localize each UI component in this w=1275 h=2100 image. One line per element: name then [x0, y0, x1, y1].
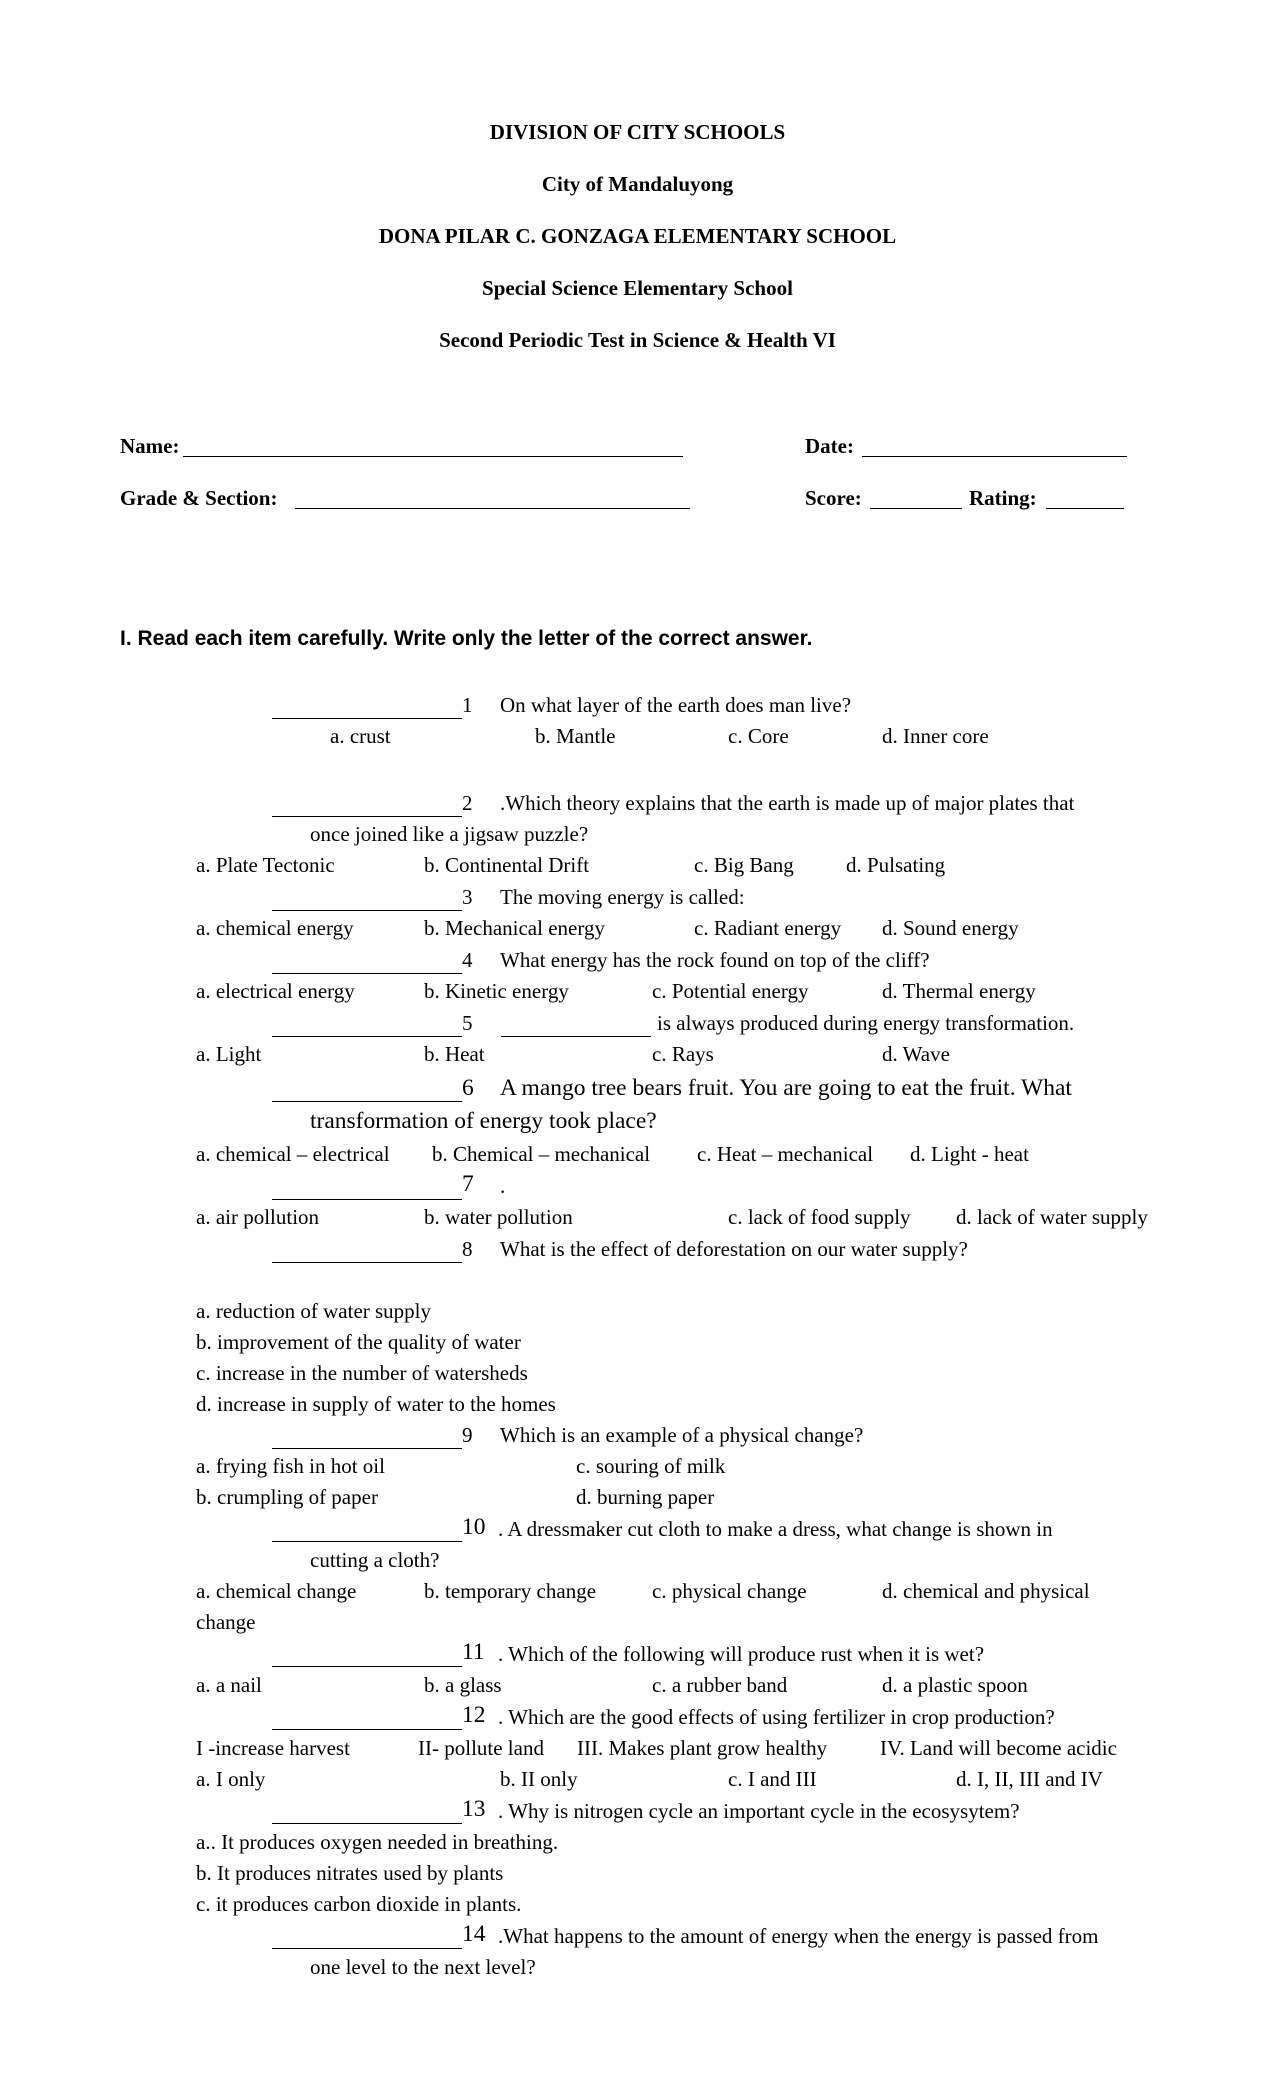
- name-label: Name:: [120, 434, 180, 458]
- choice-12a: a. I only: [196, 1767, 266, 1791]
- choice-8a: a. reduction of water supply: [196, 1299, 432, 1323]
- question-number-6: 6: [462, 1075, 474, 1101]
- answer-blank-13[interactable]: [272, 1823, 462, 1824]
- choice-9b: b. crumpling of paper: [196, 1485, 378, 1509]
- choice-4c: c. Potential energy: [652, 979, 809, 1003]
- school-type-heading: Special Science Elementary School: [482, 276, 793, 300]
- question-text-10-cont: cutting a cloth?: [310, 1548, 440, 1572]
- answer-blank-11[interactable]: [272, 1666, 462, 1667]
- choice-9a: a. frying fish in hot oil: [196, 1454, 385, 1478]
- choice-3c: c. Radiant energy: [694, 916, 842, 940]
- question-text-3: The moving energy is called:: [500, 885, 745, 909]
- choice-7d: d. lack of water supply: [956, 1205, 1148, 1229]
- question-number-3: 3: [462, 885, 473, 909]
- division-heading: DIVISION OF CITY SCHOOLS: [489, 120, 786, 144]
- choice-10d-cont: change: [196, 1610, 256, 1634]
- statement-12-iii: III. Makes plant grow healthy: [577, 1736, 828, 1760]
- question-number-2: 2: [462, 791, 473, 815]
- choice-8b: b. improvement of the quality of water: [196, 1330, 521, 1354]
- choice-4d: d. Thermal energy: [882, 979, 1036, 1003]
- question-text-8: What is the effect of deforestation on our water supply?: [500, 1237, 968, 1261]
- choice-1a: a. crust: [330, 724, 391, 748]
- question-number-4: 4: [462, 948, 473, 972]
- question-text-10: . A dressmaker cut cloth to make a dress, what change is shown in: [498, 1517, 1053, 1541]
- choice-1b: b. Mantle: [535, 724, 616, 748]
- question-number-11: 11: [462, 1639, 485, 1665]
- test-title: Second Periodic Test in Science & Health VI: [439, 328, 836, 352]
- choice-1d: d. Inner core: [882, 724, 989, 748]
- statement-12-iv: IV. Land will become acidic: [880, 1736, 1117, 1760]
- choice-11b: b. a glass: [424, 1673, 502, 1697]
- answer-blank-7[interactable]: [272, 1199, 462, 1200]
- question-number-8: 8: [462, 1237, 473, 1261]
- question-number-1: 1: [462, 693, 473, 717]
- answer-blank-6[interactable]: [272, 1101, 462, 1102]
- score-field[interactable]: [870, 508, 962, 509]
- question-text-4: What energy has the rock found on top of the cliff?: [500, 948, 930, 972]
- choice-5c: c. Rays: [652, 1042, 714, 1066]
- instructions: I. Read each item carefully. Write only the letter of the correct answer.: [120, 627, 813, 650]
- city-heading: City of Mandaluyong: [541, 172, 734, 196]
- answer-blank-12[interactable]: [272, 1729, 462, 1730]
- question-text-14-cont: one level to the next level?: [310, 1955, 536, 1979]
- question-text-6: A mango tree bears fruit. You are going to eat the fruit. What: [500, 1075, 1072, 1101]
- question-text-14: .What happens to the amount of energy when the energy is passed from: [498, 1924, 1099, 1948]
- score-label: Score:: [805, 486, 862, 510]
- choice-13c: c. it produces carbon dioxide in plants.: [196, 1892, 522, 1916]
- question-number-14: 14: [462, 1921, 486, 1947]
- grade-section-label: Grade & Section:: [120, 486, 278, 510]
- choice-4b: b. Kinetic energy: [424, 979, 569, 1003]
- choice-3d: d. Sound energy: [882, 916, 1019, 940]
- statement-12-ii: II- pollute land: [418, 1736, 544, 1760]
- rating-field[interactable]: [1046, 508, 1124, 509]
- choice-2a: a. Plate Tectonic: [196, 853, 335, 877]
- choice-13a: a.. It produces oxygen needed in breathing.: [196, 1830, 559, 1854]
- choice-6d: d. Light - heat: [910, 1142, 1029, 1166]
- choice-6a: a. chemical – electrical: [196, 1142, 390, 1166]
- choice-10a: a. chemical change: [196, 1579, 357, 1603]
- question-text-9: Which is an example of a physical change?: [500, 1423, 864, 1447]
- choice-2b: b. Continental Drift: [424, 853, 590, 877]
- choice-8c: c. increase in the number of watersheds: [196, 1361, 528, 1385]
- choice-7a: a. air pollution: [196, 1205, 320, 1229]
- choice-7c: c. lack of food supply: [728, 1205, 911, 1229]
- question-number-5: 5: [462, 1011, 473, 1035]
- question-text-13: . Why is nitrogen cycle an important cycle in the ecosysytem?: [498, 1799, 1020, 1823]
- choice-6b: b. Chemical – mechanical: [432, 1142, 651, 1166]
- choice-10d: d. chemical and physical: [882, 1579, 1090, 1603]
- choice-1c: c. Core: [728, 724, 789, 748]
- choice-9c: c. souring of milk: [576, 1454, 726, 1478]
- choice-4a: a. electrical energy: [196, 979, 355, 1003]
- question-text-6-cont: transformation of energy took place?: [310, 1108, 657, 1134]
- answer-blank-4[interactable]: [272, 973, 462, 974]
- choice-6c: c. Heat – mechanical: [697, 1142, 874, 1166]
- answer-blank-5[interactable]: [272, 1036, 462, 1037]
- answer-blank-9[interactable]: [272, 1448, 462, 1449]
- choice-12b: b. II only: [500, 1767, 578, 1791]
- choice-11a: a. a nail: [196, 1673, 262, 1697]
- question-text-7: .: [500, 1174, 506, 1198]
- school-heading: DONA PILAR C. GONZAGA ELEMENTARY SCHOOL: [378, 224, 897, 248]
- choice-9d: d. burning paper: [576, 1485, 715, 1509]
- name-field[interactable]: [183, 456, 683, 457]
- choice-5b: b. Heat: [424, 1042, 485, 1066]
- date-label: Date:: [805, 434, 854, 458]
- answer-blank-14[interactable]: [272, 1948, 462, 1949]
- choice-2d: d. Pulsating: [846, 853, 946, 877]
- choice-11d: d. a plastic spoon: [882, 1673, 1028, 1697]
- question-number-7: 7: [462, 1171, 474, 1197]
- question-number-12: 12: [462, 1702, 486, 1728]
- answer-blank-1[interactable]: [272, 718, 462, 719]
- choice-12d: d. I, II, III and IV: [956, 1767, 1103, 1791]
- choice-5d: d. Wave: [882, 1042, 950, 1066]
- choice-12c: c. I and III: [728, 1767, 817, 1791]
- question-text-1: On what layer of the earth does man live?: [500, 693, 852, 717]
- question-text-5: is always produced during energy transformation.: [657, 1011, 1075, 1035]
- choice-10b: b. temporary change: [424, 1579, 597, 1603]
- question-number-9: 9: [462, 1423, 473, 1447]
- grade-section-field[interactable]: [295, 508, 690, 509]
- answer-blank-8[interactable]: [272, 1262, 462, 1263]
- answer-blank-2[interactable]: [272, 816, 462, 817]
- question-number-10: 10: [462, 1514, 486, 1540]
- choice-5a: a. Light: [196, 1042, 262, 1066]
- question-text-11: . Which of the following will produce rust when it is wet?: [498, 1642, 985, 1666]
- date-field[interactable]: [862, 456, 1127, 457]
- choice-11c: c. a rubber band: [652, 1673, 788, 1697]
- choice-2c: c. Big Bang: [694, 853, 794, 877]
- question-text-12: . Which are the good effects of using fertilizer in crop production?: [498, 1705, 1055, 1729]
- choice-3b: b. Mechanical energy: [424, 916, 605, 940]
- choice-8d: d. increase in supply of water to the homes: [196, 1392, 556, 1416]
- fill-in-blank-5[interactable]: [501, 1036, 651, 1037]
- choice-10c: c. physical change: [652, 1579, 807, 1603]
- choice-13b: b. It produces nitrates used by plants: [196, 1861, 504, 1885]
- answer-blank-3[interactable]: [272, 910, 462, 911]
- answer-blank-10[interactable]: [272, 1541, 462, 1542]
- question-number-13: 13: [462, 1796, 486, 1822]
- choice-7b: b. water pollution: [424, 1205, 573, 1229]
- statement-12-i: I -increase harvest: [196, 1736, 350, 1760]
- question-text-2-cont: once joined like a jigsaw puzzle?: [310, 822, 589, 846]
- choice-3a: a. chemical energy: [196, 916, 354, 940]
- rating-label: Rating:: [969, 486, 1037, 510]
- question-text-2: .Which theory explains that the earth is made up of major plates that: [500, 791, 1075, 815]
